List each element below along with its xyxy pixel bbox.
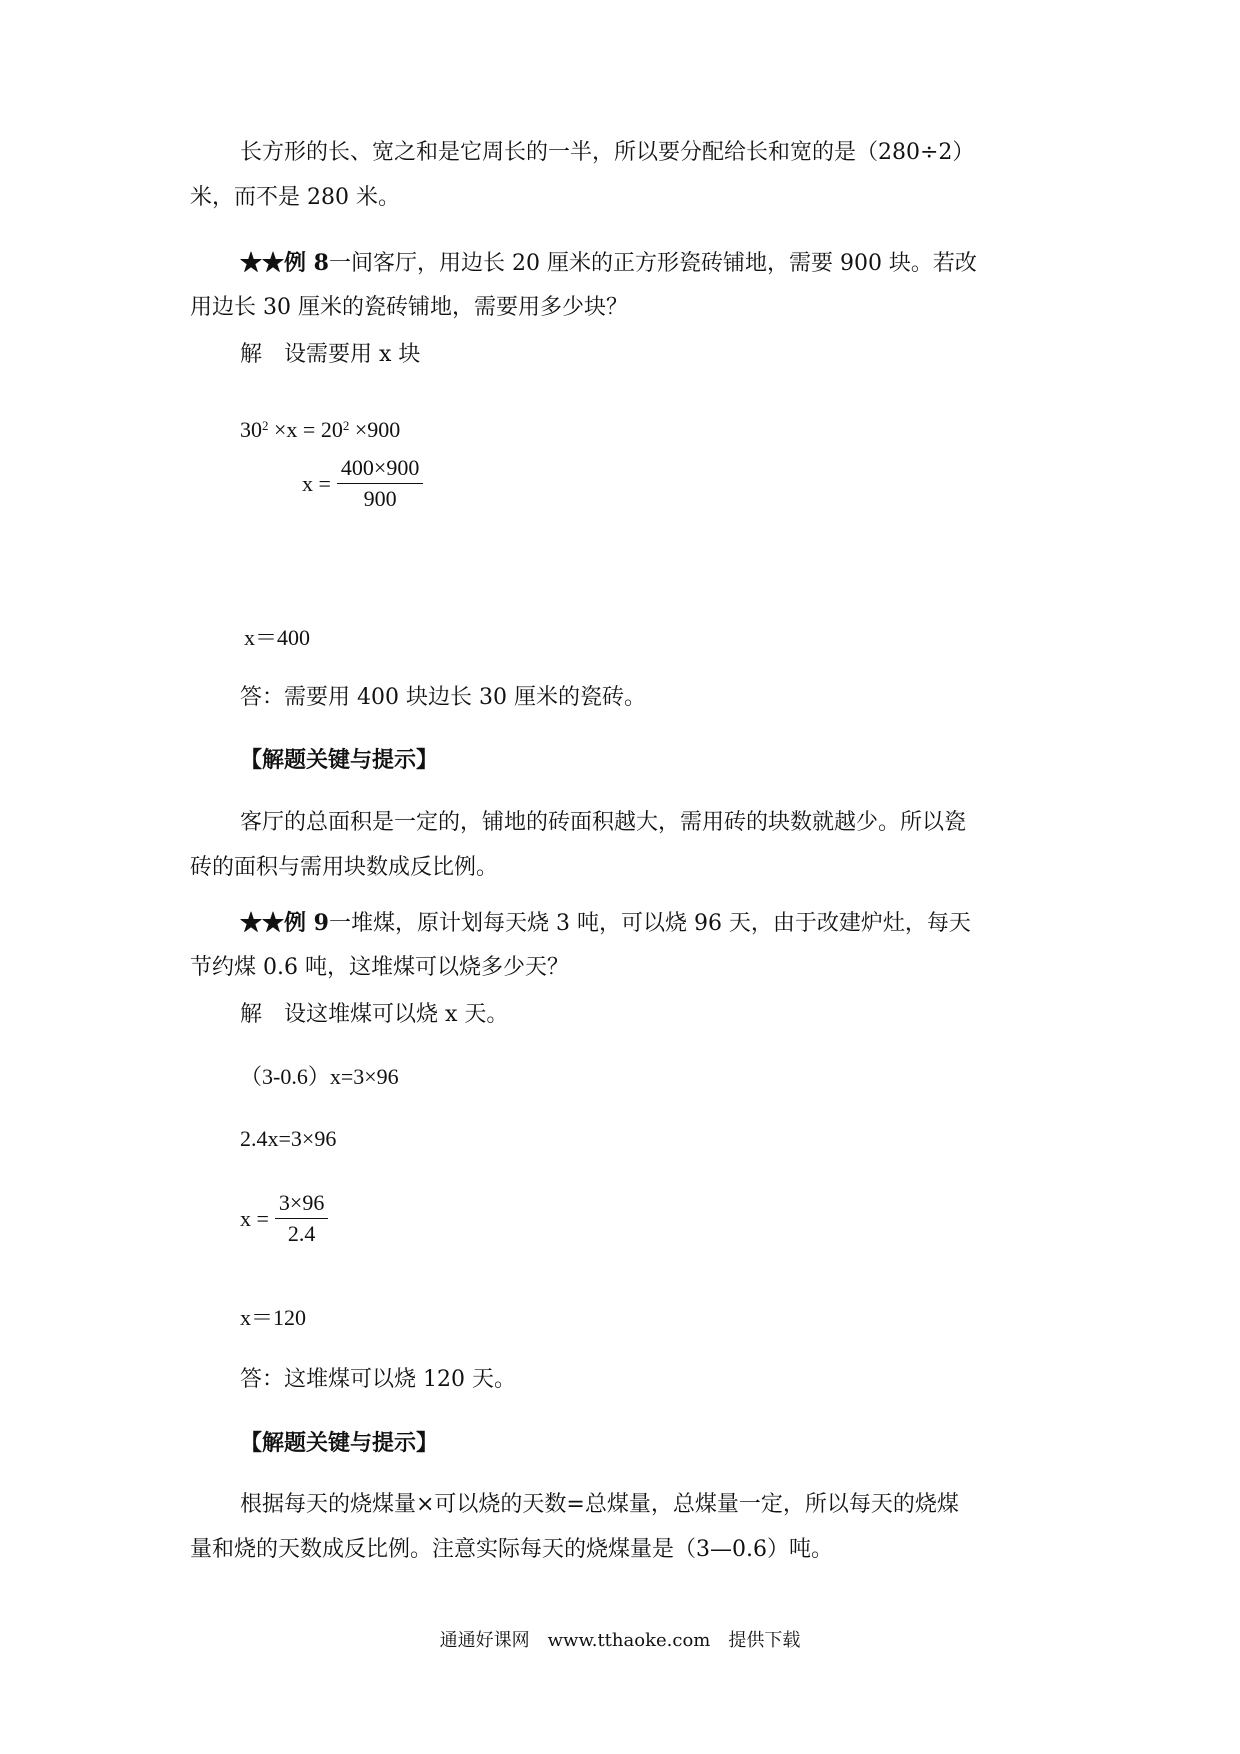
example-8-question [240,248,977,279]
equation-term: 30 [240,417,262,442]
page-footer: 通通好课网 www.tthaoke.com 提供下载 [439,1630,801,1651]
equation: （3-0.6）x=3×96 [240,1064,399,1089]
solution-setup: 解 设需要用 x 块 [240,342,421,367]
numerator: 3×96 [275,1190,328,1219]
equation-term: 20 [320,417,343,442]
equation-term: ×900 [349,417,401,442]
denominator: 900 [363,486,397,511]
solution-setup: 解 设这堆煤可以烧 x 天。 [240,1002,509,1027]
equation [240,415,400,445]
answer: 答：这堆煤可以烧 120 天。 [240,1367,516,1392]
fraction-equation [302,455,423,512]
question-text: 一间客厅，用边长 20 厘米的正方形瓷砖铺地，需要 900 块。若改 [328,251,977,276]
numerator: 400×900 [337,455,423,484]
hint-line: 根据每天的烧煤量×可以烧的天数=总煤量，总煤量一定，所以每天的烧煤 [240,1492,959,1517]
fraction-equation [240,1190,328,1247]
hint-title: 【解题关键与提示】 [240,747,439,773]
equation-term: ×x = [268,417,321,442]
equation: 2.4x=3×96 [240,1126,337,1151]
question-text: 一堆煤，原计划每天烧 3 吨，可以烧 96 天，由于改建炉灶，每天 [328,911,971,936]
fraction [275,1190,328,1247]
paragraph-line: 长方形的长、宽之和是它周长的一半，所以要分配给长和宽的是（280÷2） [240,140,975,165]
hint-line: 客厅的总面积是一定的，铺地的砖面积越大，需用砖的块数就越少。所以瓷 [240,810,967,835]
denominator: 2.4 [287,1221,316,1246]
hint-title: 【解题关键与提示】 [240,1430,439,1456]
hint-line: 量和烧的天数成反比例。注意实际每天的烧煤量是（3—0.6）吨。 [190,1537,833,1562]
equation-lhs: x = [302,470,331,496]
fraction [337,455,423,512]
question-text: 用边长 30 厘米的瓷砖铺地，需要用多少块？ [190,295,628,320]
equation-result: x＝400 [244,625,311,650]
exponent: 2 [262,418,269,433]
hint-line: 砖的面积与需用块数成反比例。 [190,855,499,880]
example-9-label: ★★例 9 [240,910,329,936]
question-text: 节约煤 0.6 吨，这堆煤可以烧多少天？ [190,955,569,980]
example-8-label: ★★例 8 [240,250,329,276]
equation-lhs: x = [240,1205,269,1231]
example-9-question [240,908,971,939]
answer: 答：需要用 400 块边长 30 厘米的瓷砖。 [240,685,646,710]
equation-result: x＝120 [240,1305,307,1330]
paragraph-line: 米，而不是 280 米。 [190,185,400,210]
exponent: 2 [342,418,350,433]
